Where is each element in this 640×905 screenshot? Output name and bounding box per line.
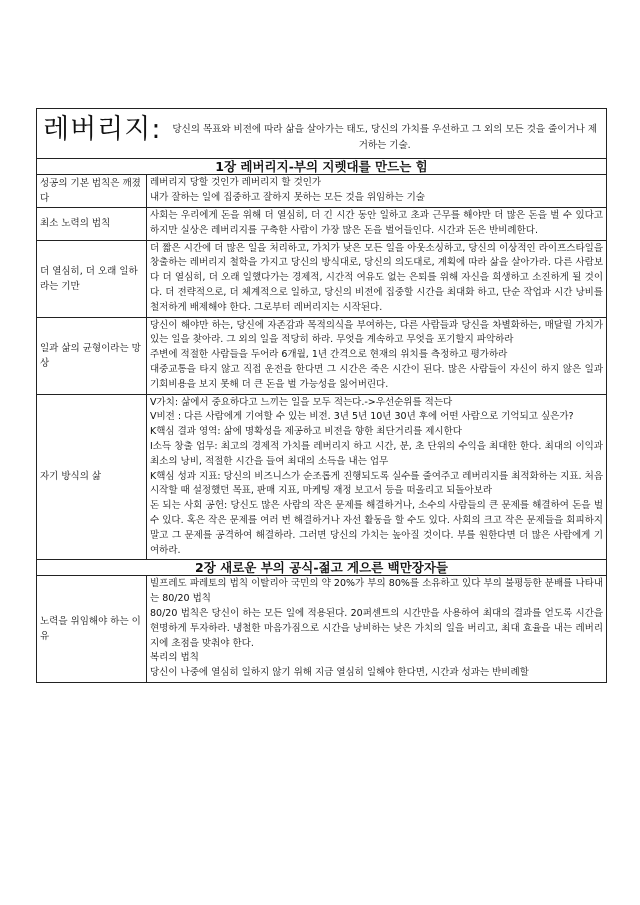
row-label: 더 열심히, 더 오래 일하라는 기만 — [37, 240, 147, 317]
row-label: 최소 노력의 법칙 — [37, 208, 147, 241]
document-page — [36, 108, 606, 683]
chapter-title: 1장 레버리지-부의 지렛대를 만드는 힘 — [37, 159, 607, 175]
content-line: 돈 되는 사회 공헌: 당신도 많은 사람의 작은 문제를 해결하거나, 소수의 사람들의 큰 문제를 해결하여 돈을 벌 수 있다. 혹은 작은 문제를 여러 번 해결하거나 자선 활동을 할 수도 있다. 사회의 크고 작은 문제들을 회피하지 말고 그 문제를 공격하여 해결하라. 그러면 당신의 가치는 높아질 것이다. 부를 원한다면 더 많은 사람에게 기여하라. — [150, 500, 603, 556]
title-cell — [37, 109, 607, 159]
content-line: 당신이 해야만 하는, 당신에 자존감과 목적의식을 부여하는, 다른 사람들과 당신을 차별화하는, 매달릴 가치가 있는 일을 찾아라. 그 외의 일을 적당히 하라. 무엇을 계속하고 무엇을 포기할지 파악하라 — [150, 319, 603, 346]
table-row — [37, 317, 607, 394]
content-line: 레버리지 당할 것인가 레버리지 할 것인가 — [150, 177, 322, 189]
row-content — [147, 240, 607, 317]
row-label: 자기 방식의 삶 — [37, 394, 147, 560]
table-row — [37, 208, 607, 241]
content-line: 더 짧은 시간에 더 많은 일을 처리하고, 가치가 낮은 모든 일을 아웃소싱하고, 당신의 이상적인 라이프스타일을 창출하는 레버리지 철학을 가지고 당신의 방식대로, 당신의 의도대로, 계획에 따라 삶을 살아가라. 다른 사람보다 더 열심히, 더 오래 일했다가는 경제적, 시간적 여유도 없는 은퇴를 위해 자신을 희생하고 소진하게 될 것이다. 더 전략적으로, 더 체계적으로 일하고, 당신의 비전에 집중할 시간을 최대화 하고, 단순 작업과 시간 낭비를 철저하게 배제해야 한다. 그로부터 레버리지는 시작된다. — [150, 242, 603, 313]
document-title: 레버리지: — [43, 113, 162, 145]
content-line: V비전 : 다른 사람에게 기여할 수 있는 비전. 3년 5년 10년 30년 후에 어떤 사람으로 기억되고 싶은가? — [150, 411, 574, 423]
chapter1-header-row — [37, 159, 607, 175]
table-row — [37, 240, 607, 317]
row-label: 성공의 기본 법칙은 깨졌다 — [37, 175, 147, 208]
content-line: 빌프레도 파레토의 법칙 이탈리아 국민의 약 20%가 부의 80%를 소유하고 있다 부의 불평등한 분배를 나타내는 80/20 법칙 — [150, 578, 603, 605]
table-row — [37, 394, 607, 560]
content-line: 주변에 적절한 사람들을 두어라 6개월, 1년 간격으로 현재의 위치를 측정하고 평가하라 — [150, 349, 508, 361]
document-subtitle: 당신의 목표와 비전에 따라 삶을 살아가는 태도, 당신의 가치를 우선하고 그 외의 모든 것을 줄이거나 제거하는 기술. — [172, 123, 597, 151]
content-line: K핵심 결과 영역: 삶에 명확성을 제공하고 비전을 향한 최단거리를 제시한다 — [150, 426, 462, 438]
row-content — [147, 394, 607, 560]
row-label: 일과 삶의 균형이라는 망상 — [37, 317, 147, 394]
content-line: 내가 잘하는 일에 집중하고 잘하지 못하는 모든 것을 위임하는 기술 — [150, 192, 425, 203]
title-row — [37, 109, 607, 159]
row-content — [147, 208, 607, 241]
table-row — [37, 175, 607, 208]
content-line: V가치: 삶에서 중요하다고 느끼는 일을 모두 적는다.->우선순위를 적는다 — [150, 396, 453, 408]
table-row — [37, 576, 607, 683]
summary-table — [36, 108, 607, 683]
row-content — [147, 175, 607, 208]
content-line: 사회는 우리에게 돈을 위해 더 열심히, 더 긴 시간 동안 일하고 초과 근무를 해야만 더 많은 돈을 벌 수 있다고 하지만 실상은 레버리지를 구축한 사람이 가장 많은 돈을 벌어들인다. 시간과 돈은 반비례한다. — [150, 210, 603, 236]
content-line: 대중교통을 타지 않고 직접 운전을 한다면 그 시간은 죽은 시간이 된다. 많은 사람들이 자신이 하지 않은 일과 기회비용을 보지 못해 더 큰 돈을 벌 가능성을 잃어버린다. — [150, 363, 603, 390]
row-label: 노력을 위임해야 하는 이유 — [37, 576, 147, 683]
row-content — [147, 576, 607, 683]
content-line: 복리의 법칙 — [150, 652, 199, 664]
chapter2-header-row — [37, 560, 607, 576]
row-content — [147, 317, 607, 394]
content-line: 80/20 법칙은 당신이 하는 모든 일에 적용된다. 20퍼센트의 시간만을 사용하여 최대의 결과를 얻도록 시간을 현명하게 투자하라. 냉철한 마음가짐으로 시간을 낭비하는 낮은 가치의 일을 버리고, 최대 효율을 내는 레버리지에 초점을 맞춰야 한다. — [150, 607, 603, 649]
content-line: K핵심 성과 지표: 당신의 비즈니스가 순조롭게 진행되도록 실수를 줄여주고 레버리지를 최적화하는 지표. 처음 시작할 때 설정했던 목표, 판매 지표, 마케팅 재정 보고서 등을 떠올리고 되돌아보라 — [150, 470, 603, 497]
content-line: I소득 창출 업무: 최고의 경제적 가치를 레버리지 하고 시간, 분, 초 단위의 수익을 최대한 한다. 최대의 이익과 최소의 낭비, 적절한 시간을 들여 최대의 소득을 내는 업무 — [150, 440, 603, 467]
chapter-title: 2장 새로운 부의 공식-젊고 게으른 백만장자들 — [37, 560, 607, 576]
content-line: 당신이 나중에 열심히 일하지 않기 위해 지금 열심히 일해야 한다면, 시간과 성과는 반비례할 — [150, 667, 529, 679]
